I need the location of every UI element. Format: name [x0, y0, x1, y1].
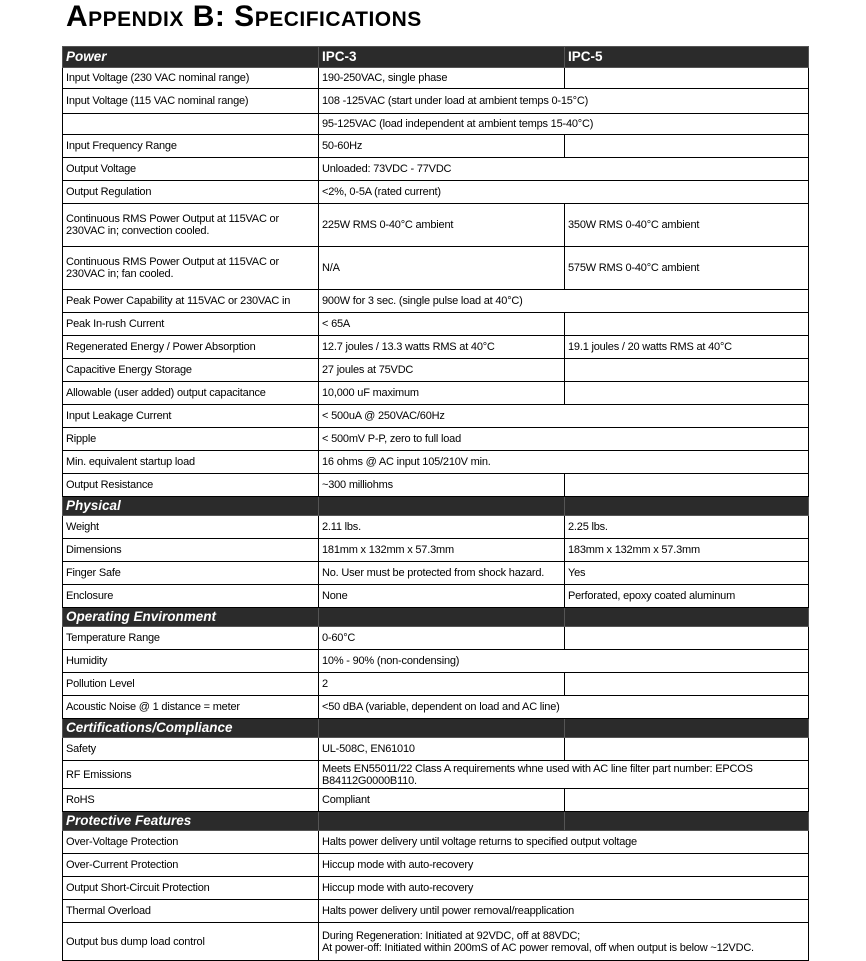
spec-label: Input Voltage (230 VAC nominal range) [63, 68, 319, 89]
spec-label: Allowable (user added) output capacitance [63, 382, 319, 405]
spec-value-shared: 10% - 90% (non-condensing) [319, 650, 809, 673]
spec-label: Acoustic Noise @ 1 distance = meter [63, 696, 319, 719]
section-header-operating [63, 608, 809, 627]
spec-value-ipc5: 575W RMS 0-40°C ambient [565, 247, 809, 290]
spec-label: Min. equivalent startup load [63, 451, 319, 474]
column-header-ipc5: IPC-5 [565, 47, 809, 68]
table-row [63, 627, 809, 650]
section-header-power [63, 47, 809, 68]
spec-value-ipc3: 12.7 joules / 13.3 watts RMS at 40°C [319, 336, 565, 359]
header-blank-cell [565, 812, 809, 831]
table-row [63, 89, 809, 114]
section-header-physical [63, 497, 809, 516]
table-row [63, 158, 809, 181]
section-title: Physical [63, 497, 319, 516]
spec-value-ipc5 [565, 474, 809, 497]
table-row [63, 585, 809, 608]
spec-value-ipc5 [565, 789, 809, 812]
spec-label: Weight [63, 516, 319, 539]
table-row [63, 673, 809, 696]
spec-label: Output Short-Circuit Protection [63, 877, 319, 900]
header-blank-cell [565, 608, 809, 627]
table-row [63, 516, 809, 539]
spec-label [63, 114, 319, 135]
spec-label: Regenerated Energy / Power Absorption [63, 336, 319, 359]
spec-value-ipc3: N/A [319, 247, 565, 290]
table-row [63, 831, 809, 854]
table-row [63, 854, 809, 877]
spec-value-ipc5: 183mm x 132mm x 57.3mm [565, 539, 809, 562]
table-row [63, 562, 809, 585]
spec-value-ipc3: No. User must be protected from shock hazard. [319, 562, 565, 585]
table-row [63, 313, 809, 336]
spec-value-ipc5 [565, 135, 809, 158]
spec-label: Output Voltage [63, 158, 319, 181]
spec-label: Continuous RMS Power Output at 115VAC or 230VAC in; convection cooled. [63, 204, 319, 247]
spec-value-ipc3: 10,000 uF maximum [319, 382, 565, 405]
spec-value-ipc3: 2 [319, 673, 565, 696]
spec-label: Input Leakage Current [63, 405, 319, 428]
table-row [63, 68, 809, 89]
spec-value-shared: Halts power delivery until voltage returns to specified output voltage [319, 831, 809, 854]
spec-value-ipc3: UL-508C, EN61010 [319, 738, 565, 761]
table-row [63, 738, 809, 761]
page-title: Appendix B: Specifications [66, 0, 422, 33]
spec-value-ipc3: 190-250VAC, single phase [319, 68, 565, 89]
header-blank-cell [319, 719, 565, 738]
spec-value-ipc3: 181mm x 132mm x 57.3mm [319, 539, 565, 562]
section-title: Protective Features [63, 812, 319, 831]
spec-value-ipc3: 27 joules at 75VDC [319, 359, 565, 382]
section-title: Power [63, 47, 319, 68]
table-row [63, 696, 809, 719]
table-row [63, 650, 809, 673]
spec-value-shared: Hiccup mode with auto-recovery [319, 854, 809, 877]
spec-value-ipc5: Perforated, epoxy coated aluminum [565, 585, 809, 608]
spec-label: Ripple [63, 428, 319, 451]
spec-label: Capacitive Energy Storage [63, 359, 319, 382]
spec-label: Input Frequency Range [63, 135, 319, 158]
table-row [63, 539, 809, 562]
spec-value-shared: 16 ohms @ AC input 105/210V min. [319, 451, 809, 474]
table-row [63, 900, 809, 923]
spec-label: Finger Safe [63, 562, 319, 585]
section-header-protective [63, 812, 809, 831]
spec-value-ipc5 [565, 382, 809, 405]
table-row [63, 181, 809, 204]
spec-label: Input Voltage (115 VAC nominal range) [63, 89, 319, 114]
table-row [63, 877, 809, 900]
spec-label: Safety [63, 738, 319, 761]
table-row [63, 451, 809, 474]
table-row [63, 336, 809, 359]
spec-label: Peak In-rush Current [63, 313, 319, 336]
spec-value-ipc3: < 65A [319, 313, 565, 336]
table-row [63, 359, 809, 382]
specifications-table [62, 46, 809, 961]
header-blank-cell [319, 497, 565, 516]
spec-value-ipc5: 19.1 joules / 20 watts RMS at 40°C [565, 336, 809, 359]
spec-label: Output bus dump load control [63, 923, 319, 961]
spec-label: Peak Power Capability at 115VAC or 230VAC in [63, 290, 319, 313]
section-header-cert [63, 719, 809, 738]
spec-value-ipc3: 225W RMS 0-40°C ambient [319, 204, 565, 247]
spec-value-ipc5 [565, 738, 809, 761]
spec-label: Enclosure [63, 585, 319, 608]
spec-label: Thermal Overload [63, 900, 319, 923]
header-blank-cell [565, 497, 809, 516]
column-header-ipc3: IPC-3 [319, 47, 565, 68]
spec-value-ipc3: 50-60Hz [319, 135, 565, 158]
spec-value-shared: 900W for 3 sec. (single pulse load at 40°C) [319, 290, 809, 313]
table-row [63, 247, 809, 290]
spec-value-shared: During Regeneration: Initiated at 92VDC, off at 88VDC; At power-off: Initiated within 200mS of AC power removal, off when output is below ~12VDC. [319, 923, 809, 961]
spec-value-ipc3: 0-60°C [319, 627, 565, 650]
table-row [63, 761, 809, 789]
spec-value-shared: 95-125VAC (load independent at ambient temps 15-40°C) [319, 114, 809, 135]
spec-label: RoHS [63, 789, 319, 812]
spec-label: Output Resistance [63, 474, 319, 497]
spec-value-shared: < 500mV P-P, zero to full load [319, 428, 809, 451]
spec-label: Output Regulation [63, 181, 319, 204]
table-row [63, 135, 809, 158]
spec-label: Over-Current Protection [63, 854, 319, 877]
spec-label: Dimensions [63, 539, 319, 562]
section-title: Certifications/Compliance [63, 719, 319, 738]
spec-value-ipc3: Compliant [319, 789, 565, 812]
spec-value-ipc5 [565, 313, 809, 336]
spec-value-ipc5: 2.25 lbs. [565, 516, 809, 539]
spec-value-ipc5: 350W RMS 0-40°C ambient [565, 204, 809, 247]
spec-value-ipc3: None [319, 585, 565, 608]
table-row [63, 789, 809, 812]
spec-value-ipc5 [565, 627, 809, 650]
spec-value-shared: Meets EN55011/22 Class A requirements whne used with AC line filter part number: EPCOS B84112G0000B110. [319, 761, 809, 789]
header-blank-cell [319, 608, 565, 627]
table-row [63, 382, 809, 405]
spec-value-ipc5 [565, 359, 809, 382]
spec-label: Pollution Level [63, 673, 319, 696]
spec-value-shared: Hiccup mode with auto-recovery [319, 877, 809, 900]
spec-value-ipc5 [565, 673, 809, 696]
table-row [63, 474, 809, 497]
spec-value-ipc5 [565, 68, 809, 89]
table-row [63, 290, 809, 313]
spec-value-shared: Halts power delivery until power removal/reapplication [319, 900, 809, 923]
table-row [63, 428, 809, 451]
spec-label: RF Emissions [63, 761, 319, 789]
spec-value-ipc3: ~300 milliohms [319, 474, 565, 497]
header-blank-cell [319, 812, 565, 831]
spec-label: Humidity [63, 650, 319, 673]
table-row [63, 114, 809, 135]
spec-label: Over-Voltage Protection [63, 831, 319, 854]
spec-value-shared: < 500uA @ 250VAC/60Hz [319, 405, 809, 428]
spec-value-ipc3: 2.11 lbs. [319, 516, 565, 539]
spec-value-shared: Unloaded: 73VDC - 77VDC [319, 158, 809, 181]
table-row [63, 405, 809, 428]
section-title: Operating Environment [63, 608, 319, 627]
spec-value-shared: <50 dBA (variable, dependent on load and AC line) [319, 696, 809, 719]
spec-value-shared: 108 -125VAC (start under load at ambient temps 0-15°C) [319, 89, 809, 114]
spec-label: Temperature Range [63, 627, 319, 650]
spec-label: Continuous RMS Power Output at 115VAC or 230VAC in; fan cooled. [63, 247, 319, 290]
spec-value-shared: <2%, 0-5A (rated current) [319, 181, 809, 204]
spec-value-ipc5: Yes [565, 562, 809, 585]
table-row [63, 923, 809, 961]
header-blank-cell [565, 719, 809, 738]
table-row [63, 204, 809, 247]
